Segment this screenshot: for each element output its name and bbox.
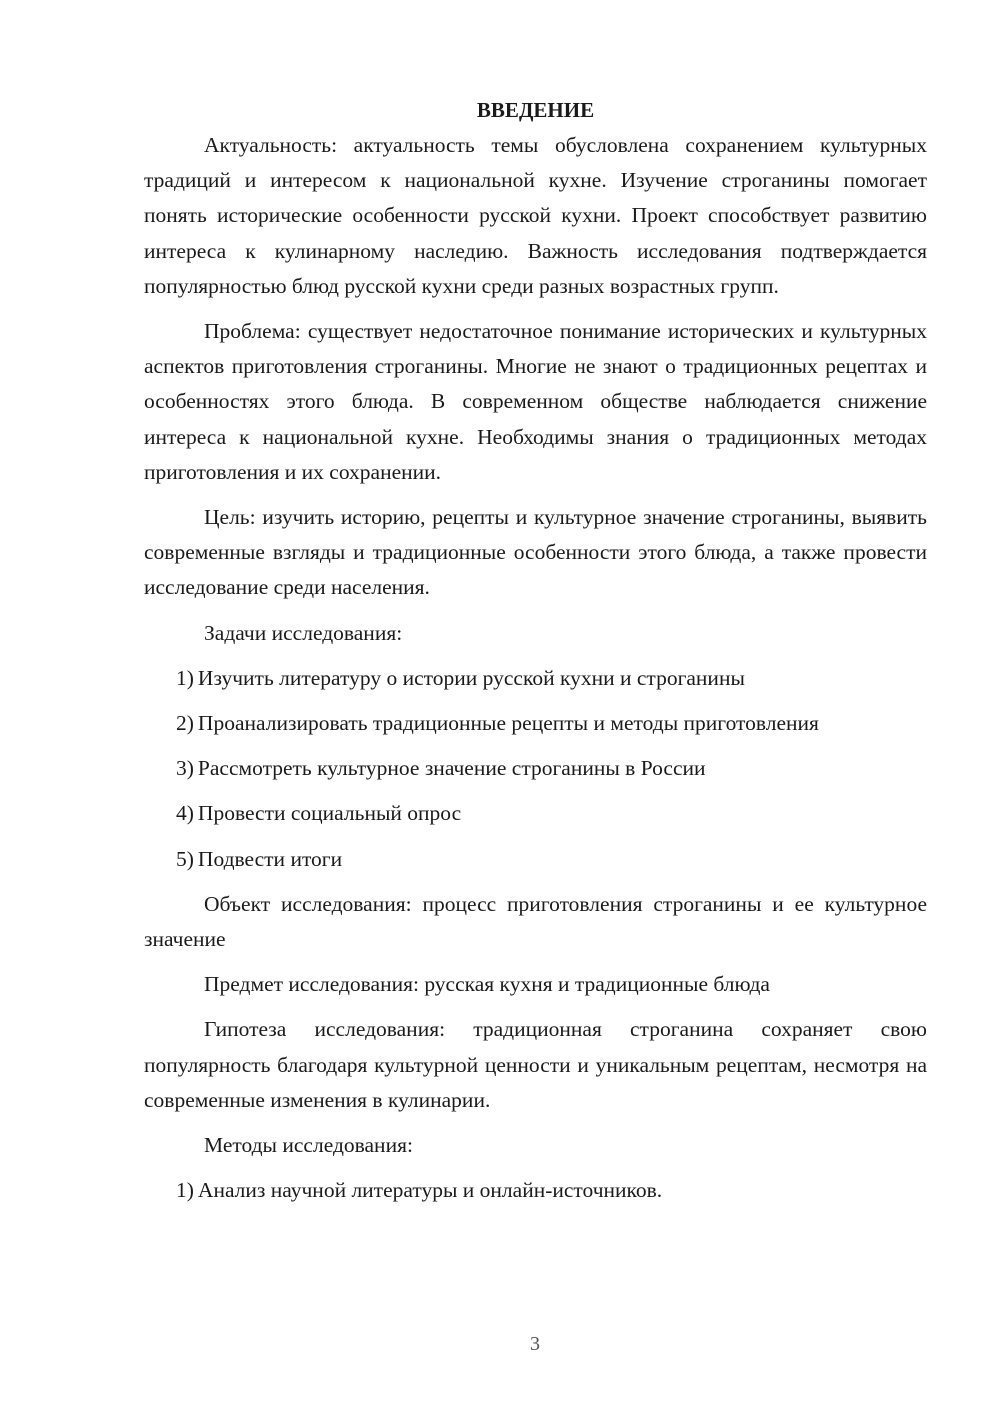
- tasks-list: [144, 661, 927, 877]
- paragraph-hypothesis: Гипотеза исследования: традиционная строганина сохраняет свою популярность благодаря культурной ценности и уникальным рецептам, несмотря на современные изменения в кулинарии.: [144, 1017, 927, 1112]
- methods-list: [144, 1173, 927, 1208]
- list-item-number: 1): [176, 665, 194, 690]
- paragraph-subject: Предмет исследования: русская кухня и традиционные блюда: [204, 972, 770, 997]
- tasks-heading: Задачи исследования:: [204, 620, 403, 645]
- list-item: [144, 1173, 927, 1208]
- paragraph-relevance: Актуальность: актуальность темы обусловлена сохранением культурных традиций и интересом к национальной кухне. Изучение строганины помогает понять исторические особенности русской кухни. Проект способствует развитию интереса к кулинарному наследию. Важность исследования подтверждается популярностью блюд русской кухни среди разных возрастных групп.: [144, 133, 927, 298]
- list-item: [144, 661, 927, 696]
- list-item-text: Провести социальный опрос: [197, 801, 462, 826]
- list-item-text: Подвести итоги: [197, 846, 343, 871]
- page-number: 3: [530, 1333, 540, 1355]
- methods-heading: Методы исследования:: [204, 1133, 413, 1158]
- paragraph-problem: Проблема: существует недостаточное понимание исторических и культурных аспектов приготовления строганины. Многие не знают о традиционных рецептах и особенностях этого блюда. В современном обществе наблюдается снижение интереса к национальной кухне. Необходимы знания о традиционных методах приготовления и их сохранении.: [144, 319, 927, 484]
- list-item: [144, 842, 927, 877]
- paragraph-object: Объект исследования: процесс приготовления строганины и ее культурное значение: [144, 891, 927, 952]
- paragraph-goal: Цель: изучить историю, рецепты и культурное значение строганины, выявить современные взгляды и традиционные особенности этого блюда, а также провести исследование среди населения.: [144, 505, 927, 600]
- list-item-number: 2): [176, 711, 194, 736]
- document-page: [144, 92, 927, 1208]
- list-item: [144, 751, 927, 786]
- list-item: [144, 796, 927, 831]
- list-item-number: 5): [176, 846, 194, 871]
- list-item: [144, 706, 927, 741]
- list-item-text: Анализ научной литературы и онлайн-источников.: [197, 1178, 663, 1203]
- list-item-text: Проанализировать традиционные рецепты и методы приготовления: [197, 711, 819, 736]
- document-title: ВВЕДЕНИЕ: [476, 98, 595, 122]
- list-item-text: Рассмотреть культурное значение строганины в России: [197, 756, 706, 781]
- list-item-text: Изучить литературу о истории русской кухни и строганины: [197, 665, 745, 690]
- list-item-number: 4): [176, 801, 194, 826]
- list-item-number: 3): [176, 756, 194, 781]
- list-item-number: 1): [176, 1178, 194, 1203]
